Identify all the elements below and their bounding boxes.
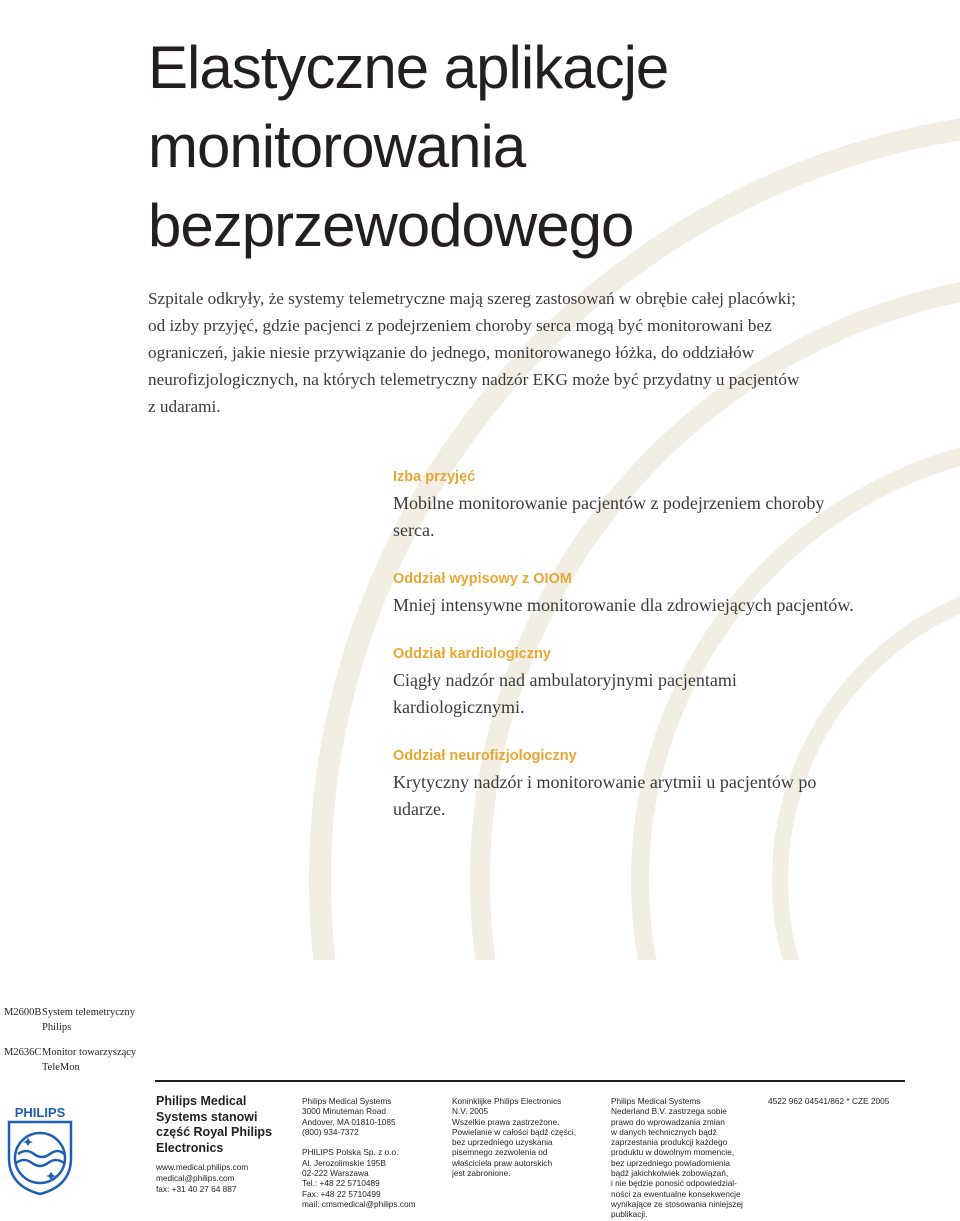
section-text: Mniej intensywne monitorowanie dla zdrowiejących pacjentów. (393, 595, 854, 615)
section-heading: Oddział neurofizjologiczny (393, 748, 577, 764)
section-text: Mobilne monitorowanie pacjentów z podejrzeniem choroby serca. (393, 493, 825, 540)
product-code: M2636C (4, 1047, 42, 1058)
fax-number: fax: +31 40 27 64 887 (156, 1184, 237, 1194)
company-contacts (156, 1162, 248, 1195)
company-name: Philips Medical Systems stanowi część Royal Philips Electronics (156, 1094, 273, 1155)
title-line: bezprzewodowego (148, 192, 634, 259)
product-list (4, 1005, 162, 1085)
intro-paragraph: Szpitale odkryły, że systemy telemetryczne mają szereg zastosowań w obrębie całej placówki; od izby przyjęć, gdzie pacjenci z podejrzeniem choroby serca mogą być monitorowani bez ograniczeń, jakie niesie przywiązanie do jednego, monitorowanego łóżka, do oddziałów neurofizjologicznych, na których telemetryczny nadzór EKG może być przydatny u pacjentów z udarami. (148, 289, 800, 416)
section-heading: Oddział wypisowy z OIOM (393, 571, 572, 587)
website-link[interactable]: www.medical.philips.com (156, 1162, 249, 1172)
philips-logo-icon (6, 1102, 74, 1196)
product-item (4, 1045, 162, 1075)
section-icu-stepdown (393, 568, 863, 619)
document-code: 4522 962 04541/862 * CZE 2005 (768, 1096, 890, 1106)
section-heading: Oddział kardiologiczny (393, 646, 551, 662)
product-description: System telemetryczny Philips (42, 1007, 136, 1033)
section-text: Krytyczny nadzór i monitorowanie arytmii u pacjentów po udarze. (393, 772, 817, 819)
logo-wordmark: PHILIPS (14, 1105, 66, 1120)
address-column: Philips Medical Systems 3000 Minuteman Road Andover, MA 01810-1085 (800) 934-7372 PHILIPS Polska Sp. z o.o. Al. Jerozolimskie 195B 02-222 Warszawa Tel.: +48 22 5710489 Fax: +48 22 5710499 mail: cmsmedical@philips.com (302, 1096, 416, 1209)
footer-divider (155, 1080, 905, 1082)
section-neurology (393, 745, 863, 823)
email-link[interactable]: medical@philips.com (156, 1173, 235, 1183)
disclaimer-column: Philips Medical Systems Nederland B.V. zastrzega sobie prawo do wprowadzania zmian w danych technicznych bądź zaprzestania produkcji każdego produktu w dowolnym momencie, bez uprzedniego powiadomienia bądź jakichkolwiek zobowiązań, i nie będzie ponosić odpowiedzial- ności za ewentualne konsekwencje wynikające ze stosowania niniejszej publikacji. (611, 1096, 743, 1220)
section-text: Ciągły nadzór nad ambulatoryjnymi pacjentami kardiologicznymi. (393, 670, 737, 717)
product-description: Monitor towarzyszący TeleMon (42, 1047, 137, 1073)
application-sections (393, 466, 863, 847)
product-item (4, 1005, 162, 1035)
title-line: Elastyczne aplikacje (148, 34, 669, 101)
section-cardiology (393, 643, 863, 721)
page-title (148, 28, 668, 265)
section-heading: Izba przyjęć (393, 469, 476, 485)
copyright-column: Koninklijke Philips Electronics N.V. 2005 Wszelkie prawa zastrzeżone. Powielanie w całości bądź części, bez uprzedniego uzyskania pisemnego zezwolenia od właściciela praw autorskich jest zabronione. (452, 1096, 577, 1179)
section-emergency (393, 466, 863, 544)
title-line: monitorowania (148, 113, 526, 180)
product-code: M2600B (4, 1007, 42, 1018)
